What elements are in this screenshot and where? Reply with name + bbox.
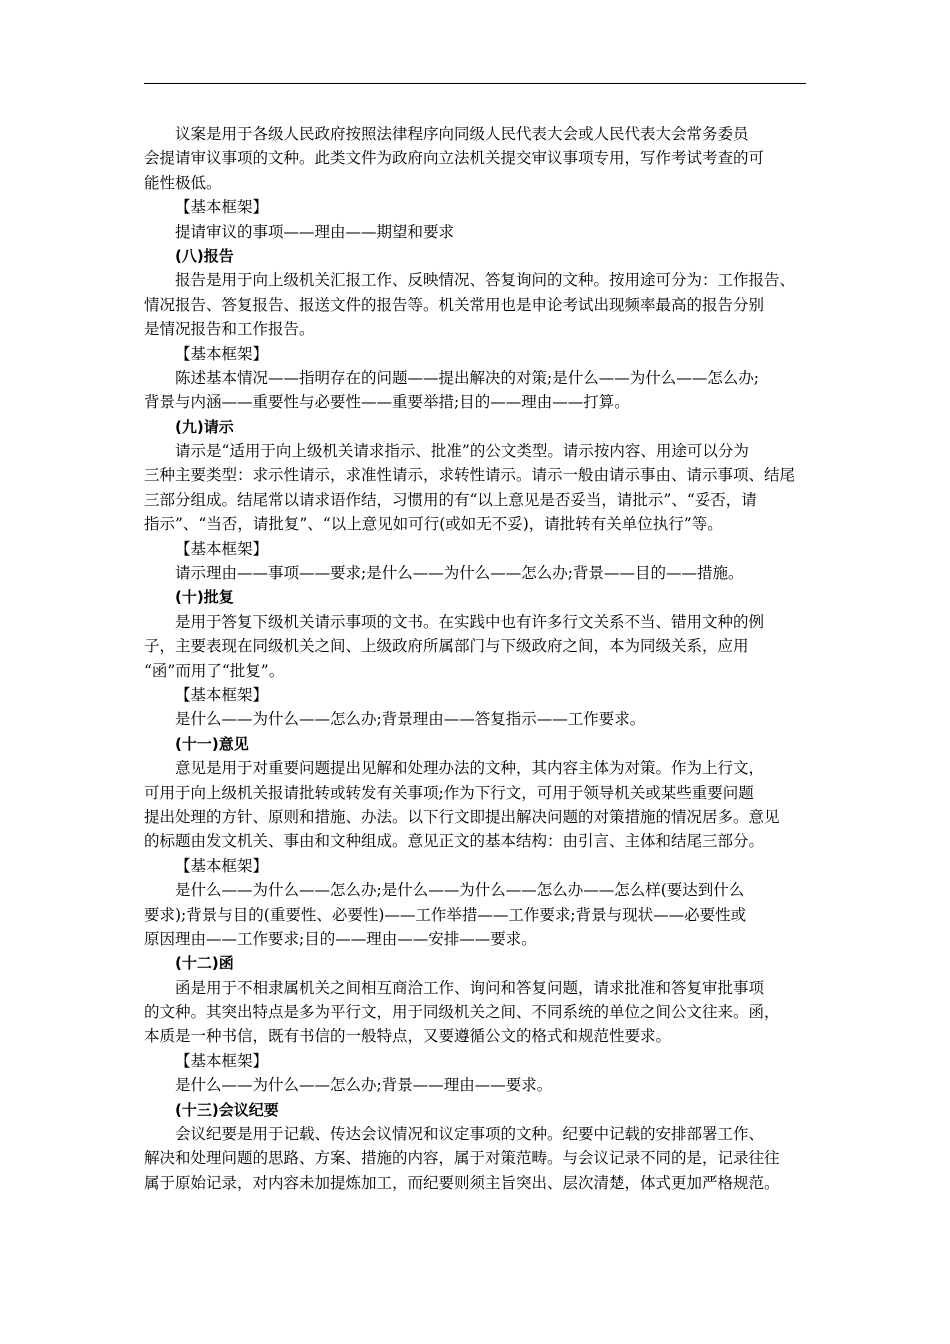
text-line: 三部分组成。结尾常以请求语作结，习惯用的有“以上意见是否妥当，请批示”、“妥否，请: [144, 490, 757, 509]
text-line: 提出处理的方针、原则和措施、办法。以下行文即提出解决问题的对策措施的情况居多。意见: [144, 807, 780, 826]
text-line: 指示”、“当否，请批复”、“以上意见如可行(或如无不妥)，请批转有关单位执行”等。: [144, 515, 723, 534]
text-line: 情况报告、答复报告、报送文件的报告等。机关常用也是申论考试出现频率最高的报告分别: [144, 295, 765, 314]
text-line: 报告是用于向上级机关汇报工作、反映情况、答复询问的文种。按用途可分为：工作报告、: [175, 271, 796, 290]
text-line: 【基本框架】: [175, 344, 269, 363]
section-heading: (十)批复: [175, 588, 234, 607]
text-line: 议案是用于各级人民政府按照法律程序向同级人民代表大会或人民代表大会常务委员: [175, 125, 749, 143]
text-line: 属于原始记录，对内容未加提炼加工，而纪要则须主旨突出、层次清楚，体式更加严格规范。: [144, 1173, 780, 1192]
text-line: 原因理由——工作要求;目的——理由——安排——要求。: [144, 929, 537, 948]
text-line: 子，主要表现在同级机关之间、上级政府所属部门与下级政府之间，本为同级关系，应用: [144, 637, 749, 656]
section-heading: (十一)意见: [175, 734, 249, 753]
text-line: 会提请审议事项的文种。此类文件为政府向立法机关提交审议事项专用，写作考试考查的可: [144, 149, 765, 168]
text-line: 会议纪要是用于记载、传达会议情况和议定事项的文种。纪要中记载的安排部署工作、: [175, 1125, 765, 1144]
text-line: 【基本框架】: [175, 198, 269, 217]
text-line: 背景与内涵——重要性与必要性——重要举措;目的——理由——打算。: [144, 393, 630, 412]
text-line: 要求);背景与目的(重要性、必要性)——工作举措——工作要求;背景与现状——必要性或: [144, 905, 747, 924]
text-line: 请示是“适用于向上级机关请求指示、批准”的公文类型。请示按内容、用途可以分为: [175, 442, 749, 461]
text-line: 【基本框架】: [175, 856, 269, 875]
document-body: [144, 122, 816, 1195]
text-line: 【基本框架】: [175, 1051, 269, 1070]
text-line: 请示理由——事项——要求;是什么——为什么——怎么办;背景——目的——措施。: [175, 564, 744, 583]
header-rule: [144, 83, 806, 84]
text-line: 三种主要类型：求示性请示，求准性请示，求转性请示。请示一般由请示事由、请示事项、结尾: [144, 466, 796, 485]
text-line: 是什么——为什么——怎么办;是什么——为什么——怎么办——怎么样(要达到什么: [175, 881, 745, 900]
text-line: 的文种。其突出特点是多为平行文，用于同级机关之间、不同系统的单位之间公文往来。函，: [144, 1003, 780, 1022]
text-line: 意见是用于对重要问题提出见解和处理办法的文种，其内容主体为对策。作为上行文，: [175, 759, 765, 778]
section-heading: (九)请示: [175, 417, 234, 436]
text-line: 函是用于不相隶属机关之间相互商洽工作、询问和答复问题，请求批准和答复审批事项: [175, 978, 765, 997]
text-line: 是什么——为什么——怎么办;背景理由——答复指示——工作要求。: [175, 710, 646, 729]
text-line: 【基本框架】: [175, 539, 269, 558]
text-line: 能性极低。: [144, 173, 222, 192]
text-line: 陈述基本情况——指明存在的问题——提出解决的对策;是什么——为什么——怎么办;: [175, 368, 759, 387]
text-line: 是用于答复下级机关请示事项的文书。在实践中也有许多行文关系不当、错用文种的例: [175, 612, 765, 631]
text-line: 【基本框架】: [175, 685, 269, 704]
section-heading: (十三)会议纪要: [175, 1100, 279, 1119]
text-line: “函”而用了“批复”。: [144, 661, 285, 680]
text-line: 提请审议的事项——理由——期望和要求: [175, 222, 455, 241]
text-line: 的标题由发文机关、事由和文种组成。意见正文的基本结构：由引言、主体和结尾三部分。: [144, 832, 765, 851]
text-line: 本质是一种书信，既有书信的一般特点，又要遵循公文的格式和规范性要求。: [144, 1027, 672, 1046]
text-line: 解决和处理问题的思路、方案、措施的内容，属于对策范畴。与会议记录不同的是，记录往往: [144, 1149, 780, 1168]
text-line: 是什么——为什么——怎么办;背景——理由——要求。: [175, 1076, 553, 1095]
text-line: 是情况报告和工作报告。: [144, 320, 315, 339]
text-line: 可用于向上级机关报请批转或转发有关事项;作为下行文，可用于领导机关或某些重要问题: [144, 783, 754, 802]
section-heading: (十二)函: [175, 954, 234, 973]
section-heading: (八)报告: [175, 246, 234, 265]
